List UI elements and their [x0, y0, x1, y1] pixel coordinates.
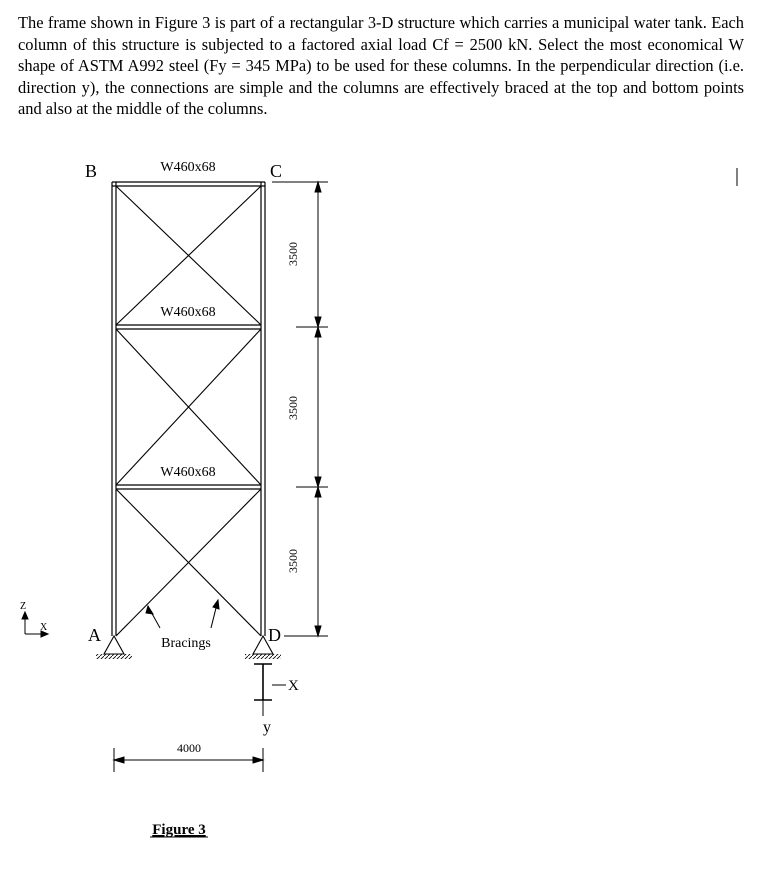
node-label-b: B — [85, 161, 98, 181]
support-a — [96, 636, 132, 659]
height-label-bottom: 3500 — [286, 549, 300, 573]
axis-z-label: Z — [20, 601, 27, 612]
node-label-c: C — [270, 161, 283, 181]
beam-lower — [116, 485, 261, 489]
figure-caption: Figure 3 — [152, 822, 206, 838]
beam-label-top: W460x68 — [160, 160, 216, 175]
axis-x-label: X — [40, 622, 48, 633]
column-right — [261, 182, 265, 636]
problem-statement: The frame shown in Figure 3 is part of a rectangular 3-D structure which carries a municipal water tank. Each column of this structure is subjected to a factored axial load Cf = 2500 kN. Select the most economical W shape of ASTM A992 steel (Fy = 345 MPa) to be used for these columns. In the perpendicular direction (i.e. direction y), the connections are simple and the columns are effectively braced at the top and bottom points and also at the middle of the columns. — [18, 13, 744, 118]
bracings-label: Bracings — [161, 636, 211, 651]
column-left — [112, 182, 116, 636]
span-label: 4000 — [177, 741, 201, 755]
beam-label-middle: W460x68 — [160, 305, 216, 320]
node-label-d: D — [268, 625, 281, 645]
beam-label-lower: W460x68 — [160, 465, 216, 480]
height-label-middle: 3500 — [286, 396, 300, 420]
bracing-arrows — [146, 600, 219, 628]
section-axis-y-label: y — [263, 719, 271, 736]
height-dimension — [272, 182, 328, 636]
i-section-icon — [254, 664, 272, 700]
node-label-a: A — [88, 625, 101, 645]
section-axis-x-label: X — [288, 678, 299, 694]
height-label-top: 3500 — [286, 242, 300, 266]
beam-middle — [116, 325, 261, 329]
bracings — [116, 186, 261, 636]
beam-top — [112, 182, 265, 186]
